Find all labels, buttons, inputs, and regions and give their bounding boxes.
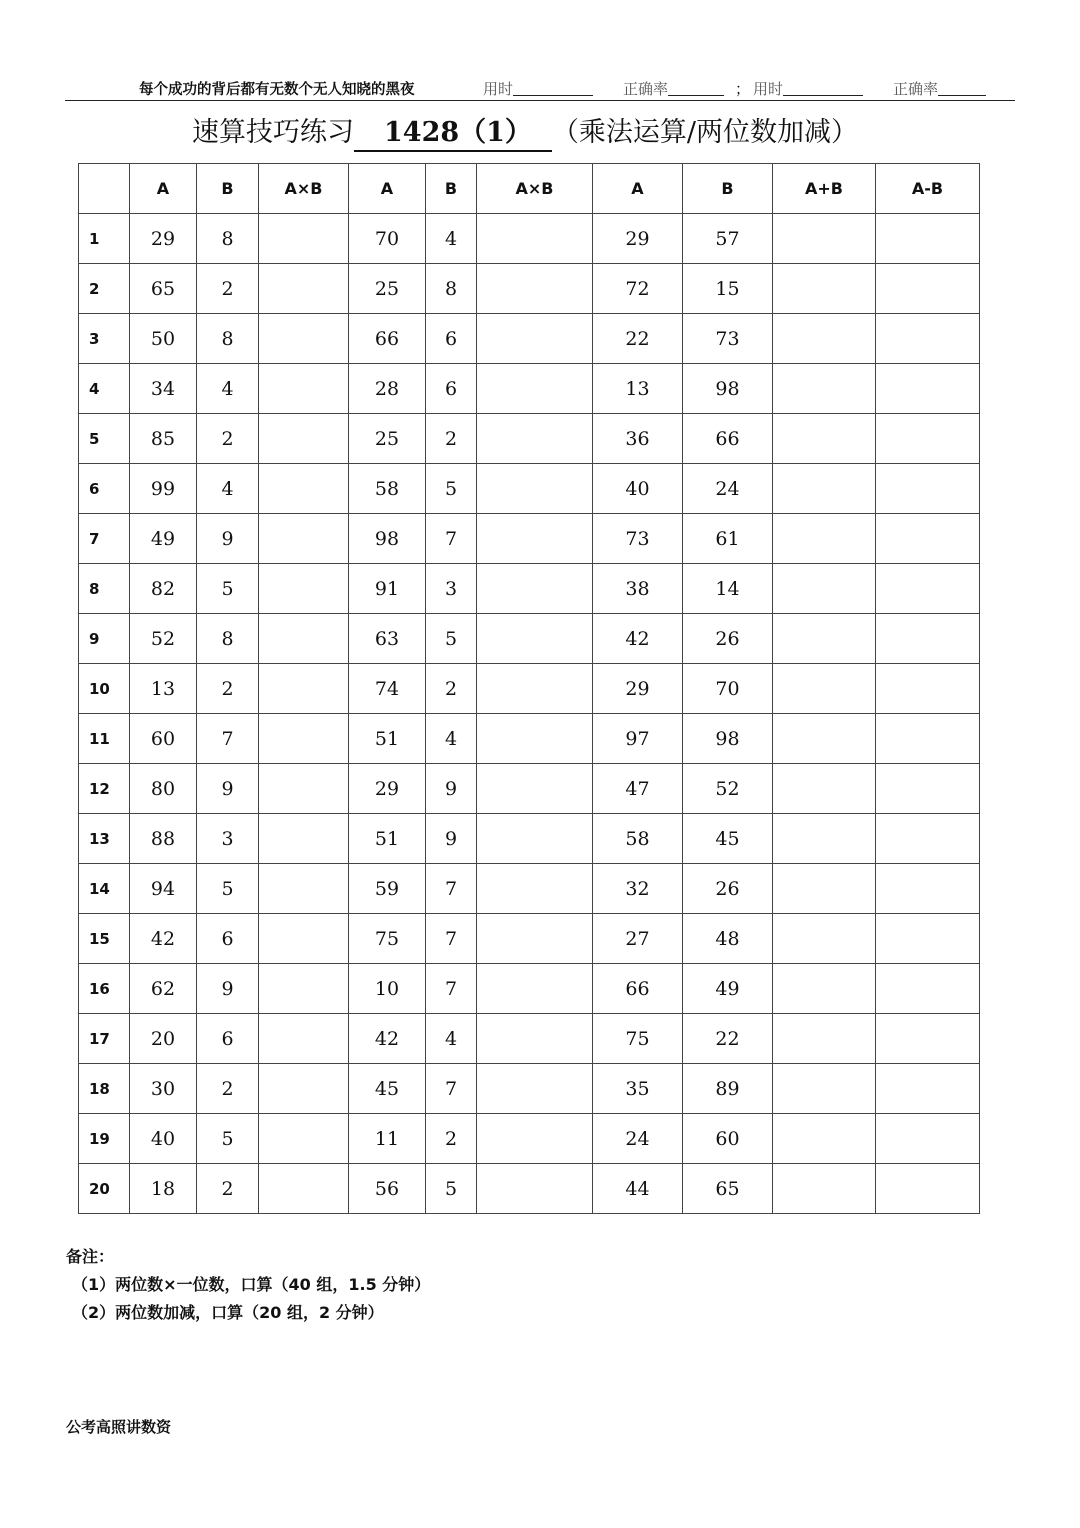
answer-product2[interactable] bbox=[477, 314, 593, 364]
cell-b2: 6 bbox=[426, 314, 477, 364]
row-index: 8 bbox=[79, 564, 130, 614]
cell-a3: 32 bbox=[593, 864, 683, 914]
answer-product2[interactable] bbox=[477, 1164, 593, 1214]
cell-a3: 44 bbox=[593, 1164, 683, 1214]
cell-a3: 38 bbox=[593, 564, 683, 614]
cell-a1: 80 bbox=[130, 764, 197, 814]
cell-a3: 58 bbox=[593, 814, 683, 864]
cell-b2: 7 bbox=[426, 964, 477, 1014]
answer-sum[interactable] bbox=[773, 464, 876, 514]
cell-b2: 2 bbox=[426, 414, 477, 464]
cell-b2: 9 bbox=[426, 814, 477, 864]
cell-a1: 52 bbox=[130, 614, 197, 664]
answer-product2[interactable] bbox=[477, 864, 593, 914]
cell-a1: 50 bbox=[130, 314, 197, 364]
answer-difference[interactable] bbox=[876, 764, 980, 814]
table-row bbox=[79, 1064, 980, 1114]
row-index: 5 bbox=[79, 414, 130, 464]
table-row bbox=[79, 864, 980, 914]
answer-product2[interactable] bbox=[477, 264, 593, 314]
answer-product1[interactable] bbox=[259, 614, 349, 664]
header-product2: A×B bbox=[477, 164, 593, 214]
cell-b1: 4 bbox=[197, 464, 259, 514]
cell-b2: 5 bbox=[426, 464, 477, 514]
cell-b2: 3 bbox=[426, 564, 477, 614]
accuracy-label-1: 正确率 bbox=[623, 80, 669, 98]
answer-sum[interactable] bbox=[773, 964, 876, 1014]
answer-difference[interactable] bbox=[876, 864, 980, 914]
cell-b2: 2 bbox=[426, 664, 477, 714]
cell-b1: 7 bbox=[197, 714, 259, 764]
cell-a2: 66 bbox=[349, 314, 426, 364]
cell-a3: 72 bbox=[593, 264, 683, 314]
accuracy-label-2: 正确率 bbox=[893, 80, 939, 98]
cell-a3: 29 bbox=[593, 214, 683, 264]
accuracy-field-2 bbox=[893, 78, 986, 99]
cell-b1: 5 bbox=[197, 864, 259, 914]
cell-b2: 4 bbox=[426, 714, 477, 764]
cell-b1: 8 bbox=[197, 614, 259, 664]
cell-a1: 60 bbox=[130, 714, 197, 764]
cell-b2: 4 bbox=[426, 214, 477, 264]
cell-a2: 91 bbox=[349, 564, 426, 614]
answer-product2[interactable] bbox=[477, 814, 593, 864]
practice-table bbox=[78, 163, 980, 1214]
notes bbox=[66, 1243, 430, 1327]
answer-difference[interactable] bbox=[876, 414, 980, 464]
answer-difference[interactable] bbox=[876, 714, 980, 764]
row-index: 19 bbox=[79, 1114, 130, 1164]
notes-heading: 备注： bbox=[66, 1247, 115, 1266]
answer-difference[interactable] bbox=[876, 614, 980, 664]
answer-product1[interactable] bbox=[259, 564, 349, 614]
row-index: 17 bbox=[79, 1014, 130, 1064]
cell-b3: 15 bbox=[683, 264, 773, 314]
cell-a3: 75 bbox=[593, 1014, 683, 1064]
cell-a1: 20 bbox=[130, 1014, 197, 1064]
answer-product1[interactable] bbox=[259, 964, 349, 1014]
cell-b2: 7 bbox=[426, 864, 477, 914]
answer-difference[interactable] bbox=[876, 264, 980, 314]
table-row bbox=[79, 1114, 980, 1164]
cell-b2: 2 bbox=[426, 1114, 477, 1164]
table-row bbox=[79, 414, 980, 464]
cell-b3: 60 bbox=[683, 1114, 773, 1164]
cell-b3: 22 bbox=[683, 1014, 773, 1064]
row-index: 16 bbox=[79, 964, 130, 1014]
answer-product1[interactable] bbox=[259, 1114, 349, 1164]
accuracy-field-1 bbox=[623, 78, 724, 99]
answer-product2[interactable] bbox=[477, 564, 593, 614]
answer-product1[interactable] bbox=[259, 514, 349, 564]
header-b2: B bbox=[426, 164, 477, 214]
cell-a1: 62 bbox=[130, 964, 197, 1014]
header-sum: A+B bbox=[773, 164, 876, 214]
answer-product2[interactable] bbox=[477, 464, 593, 514]
cell-a3: 22 bbox=[593, 314, 683, 364]
cell-a3: 42 bbox=[593, 614, 683, 664]
answer-product2[interactable] bbox=[477, 764, 593, 814]
cell-b3: 45 bbox=[683, 814, 773, 864]
answer-difference[interactable] bbox=[876, 364, 980, 414]
cell-a2: 10 bbox=[349, 964, 426, 1014]
row-index: 4 bbox=[79, 364, 130, 414]
answer-product2[interactable] bbox=[477, 1114, 593, 1164]
cell-b2: 4 bbox=[426, 1014, 477, 1064]
answer-product1[interactable] bbox=[259, 864, 349, 914]
row-index: 13 bbox=[79, 814, 130, 864]
page-title bbox=[192, 110, 858, 152]
answer-product1[interactable] bbox=[259, 714, 349, 764]
cell-a1: 42 bbox=[130, 914, 197, 964]
answer-difference[interactable] bbox=[876, 314, 980, 364]
row-index: 15 bbox=[79, 914, 130, 964]
cell-b2: 6 bbox=[426, 364, 477, 414]
answer-sum[interactable] bbox=[773, 1114, 876, 1164]
answer-product1[interactable] bbox=[259, 464, 349, 514]
cell-b3: 52 bbox=[683, 764, 773, 814]
cell-b3: 65 bbox=[683, 1164, 773, 1214]
table-row bbox=[79, 914, 980, 964]
answer-product1[interactable] bbox=[259, 414, 349, 464]
header-row bbox=[79, 164, 980, 214]
cell-b3: 66 bbox=[683, 414, 773, 464]
answer-sum[interactable] bbox=[773, 914, 876, 964]
cell-a1: 65 bbox=[130, 264, 197, 314]
cell-a1: 18 bbox=[130, 1164, 197, 1214]
cell-b3: 98 bbox=[683, 364, 773, 414]
answer-product2[interactable] bbox=[477, 414, 593, 464]
answer-product2[interactable] bbox=[477, 914, 593, 964]
answer-product2[interactable] bbox=[477, 714, 593, 764]
cell-b3: 24 bbox=[683, 464, 773, 514]
header-b3: B bbox=[683, 164, 773, 214]
answer-product1[interactable] bbox=[259, 314, 349, 364]
answer-product2[interactable] bbox=[477, 514, 593, 564]
answer-sum[interactable] bbox=[773, 614, 876, 664]
answer-product1[interactable] bbox=[259, 364, 349, 414]
answer-sum[interactable] bbox=[773, 1164, 876, 1214]
answer-difference[interactable] bbox=[876, 214, 980, 264]
cell-a1: 94 bbox=[130, 864, 197, 914]
footer-source: 公考高照讲数资 bbox=[66, 1418, 172, 1436]
cell-a3: 47 bbox=[593, 764, 683, 814]
cell-a1: 88 bbox=[130, 814, 197, 864]
cell-a2: 42 bbox=[349, 1014, 426, 1064]
cell-b3: 26 bbox=[683, 614, 773, 664]
cell-b3: 70 bbox=[683, 664, 773, 714]
cell-a2: 51 bbox=[349, 814, 426, 864]
answer-difference[interactable] bbox=[876, 814, 980, 864]
answer-sum[interactable] bbox=[773, 414, 876, 464]
accuracy-blank-2[interactable] bbox=[938, 81, 986, 96]
answer-product1[interactable] bbox=[259, 664, 349, 714]
cell-a2: 75 bbox=[349, 914, 426, 964]
answer-product1[interactable] bbox=[259, 264, 349, 314]
cell-b3: 61 bbox=[683, 514, 773, 564]
cell-a1: 85 bbox=[130, 414, 197, 464]
answer-sum[interactable] bbox=[773, 564, 876, 614]
cell-b3: 98 bbox=[683, 714, 773, 764]
page-header bbox=[65, 74, 1015, 101]
time-field-1 bbox=[483, 78, 593, 99]
cell-a3: 97 bbox=[593, 714, 683, 764]
cell-b3: 73 bbox=[683, 314, 773, 364]
cell-a2: 70 bbox=[349, 214, 426, 264]
answer-product1[interactable] bbox=[259, 914, 349, 964]
answer-sum[interactable] bbox=[773, 214, 876, 264]
cell-b1: 9 bbox=[197, 514, 259, 564]
cell-a2: 45 bbox=[349, 1064, 426, 1114]
header-a3: A bbox=[593, 164, 683, 214]
cell-b1: 2 bbox=[197, 414, 259, 464]
row-index: 12 bbox=[79, 764, 130, 814]
cell-a2: 51 bbox=[349, 714, 426, 764]
cell-a2: 98 bbox=[349, 514, 426, 564]
answer-sum[interactable] bbox=[773, 514, 876, 564]
row-index: 1 bbox=[79, 214, 130, 264]
answer-difference[interactable] bbox=[876, 1164, 980, 1214]
cell-b2: 9 bbox=[426, 764, 477, 814]
cell-a1: 13 bbox=[130, 664, 197, 714]
table-row bbox=[79, 814, 980, 864]
answer-product2[interactable] bbox=[477, 664, 593, 714]
cell-a2: 58 bbox=[349, 464, 426, 514]
answer-sum[interactable] bbox=[773, 764, 876, 814]
accuracy-blank-1[interactable] bbox=[668, 81, 724, 96]
row-index: 9 bbox=[79, 614, 130, 664]
cell-b1: 5 bbox=[197, 1114, 259, 1164]
row-index: 20 bbox=[79, 1164, 130, 1214]
cell-a1: 49 bbox=[130, 514, 197, 564]
answer-product1[interactable] bbox=[259, 814, 349, 864]
cell-a1: 30 bbox=[130, 1064, 197, 1114]
answer-product1[interactable] bbox=[259, 1014, 349, 1064]
answer-product2[interactable] bbox=[477, 1064, 593, 1114]
cell-a3: 35 bbox=[593, 1064, 683, 1114]
answer-sum[interactable] bbox=[773, 314, 876, 364]
table-row bbox=[79, 214, 980, 264]
cell-a1: 99 bbox=[130, 464, 197, 514]
answer-sum[interactable] bbox=[773, 864, 876, 914]
answer-difference[interactable] bbox=[876, 514, 980, 564]
cell-b3: 89 bbox=[683, 1064, 773, 1114]
table-row bbox=[79, 764, 980, 814]
answer-product1[interactable] bbox=[259, 764, 349, 814]
table-row bbox=[79, 514, 980, 564]
answer-product2[interactable] bbox=[477, 214, 593, 264]
note-item-1: （1）两位数×一位数，口算（40 组，1.5 分钟） bbox=[72, 1275, 431, 1294]
table-row bbox=[79, 1164, 980, 1214]
answer-difference[interactable] bbox=[876, 564, 980, 614]
cell-b3: 14 bbox=[683, 564, 773, 614]
header-b1: B bbox=[197, 164, 259, 214]
cell-a3: 27 bbox=[593, 914, 683, 964]
answer-difference[interactable] bbox=[876, 1114, 980, 1164]
time-label-2: 用时 bbox=[753, 80, 784, 98]
row-index: 7 bbox=[79, 514, 130, 564]
answer-sum[interactable] bbox=[773, 264, 876, 314]
cell-a2: 25 bbox=[349, 414, 426, 464]
cell-a2: 28 bbox=[349, 364, 426, 414]
answer-difference[interactable] bbox=[876, 964, 980, 1014]
time-label-1: 用时 bbox=[483, 80, 514, 98]
answer-sum[interactable] bbox=[773, 1064, 876, 1114]
cell-b1: 8 bbox=[197, 214, 259, 264]
header-a2: A bbox=[349, 164, 426, 214]
cell-b1: 2 bbox=[197, 1064, 259, 1114]
cell-b1: 6 bbox=[197, 914, 259, 964]
time-field-2 bbox=[753, 78, 863, 99]
cell-a2: 74 bbox=[349, 664, 426, 714]
cell-a3: 13 bbox=[593, 364, 683, 414]
table-row bbox=[79, 964, 980, 1014]
answer-difference[interactable] bbox=[876, 464, 980, 514]
table-row bbox=[79, 714, 980, 764]
cell-a3: 40 bbox=[593, 464, 683, 514]
answer-sum[interactable] bbox=[773, 714, 876, 764]
cell-b2: 5 bbox=[426, 614, 477, 664]
cell-a2: 29 bbox=[349, 764, 426, 814]
cell-a1: 29 bbox=[130, 214, 197, 264]
table-row bbox=[79, 264, 980, 314]
cell-a2: 63 bbox=[349, 614, 426, 664]
table-row bbox=[79, 314, 980, 364]
time-blank-2[interactable] bbox=[783, 81, 863, 96]
separator: ； bbox=[735, 80, 751, 98]
cell-a2: 59 bbox=[349, 864, 426, 914]
cell-b2: 8 bbox=[426, 264, 477, 314]
cell-b1: 5 bbox=[197, 564, 259, 614]
table-row bbox=[79, 564, 980, 614]
motto-text: 每个成功的背后都有无数个无人知晓的黑夜 bbox=[139, 82, 415, 98]
cell-a2: 56 bbox=[349, 1164, 426, 1214]
title-number: 1428（1） bbox=[354, 110, 552, 152]
answer-sum[interactable] bbox=[773, 814, 876, 864]
answer-difference[interactable] bbox=[876, 914, 980, 964]
cell-a1: 34 bbox=[130, 364, 197, 414]
cell-a1: 40 bbox=[130, 1114, 197, 1164]
cell-a2: 11 bbox=[349, 1114, 426, 1164]
answer-sum[interactable] bbox=[773, 1014, 876, 1064]
cell-b1: 8 bbox=[197, 314, 259, 364]
cell-b1: 4 bbox=[197, 364, 259, 414]
table-row bbox=[79, 364, 980, 414]
answer-product2[interactable] bbox=[477, 1014, 593, 1064]
cell-b1: 9 bbox=[197, 964, 259, 1014]
row-index: 11 bbox=[79, 714, 130, 764]
cell-b1: 9 bbox=[197, 764, 259, 814]
cell-a2: 25 bbox=[349, 264, 426, 314]
cell-a3: 66 bbox=[593, 964, 683, 1014]
title-suffix: （乘法运算/两位数加减） bbox=[551, 117, 859, 148]
cell-a3: 73 bbox=[593, 514, 683, 564]
table-row bbox=[79, 664, 980, 714]
cell-a3: 24 bbox=[593, 1114, 683, 1164]
answer-product2[interactable] bbox=[477, 614, 593, 664]
cell-b1: 2 bbox=[197, 264, 259, 314]
cell-b2: 7 bbox=[426, 914, 477, 964]
answer-sum[interactable] bbox=[773, 364, 876, 414]
cell-b1: 2 bbox=[197, 1164, 259, 1214]
header-a1: A bbox=[130, 164, 197, 214]
title-prefix: 速算技巧练习 bbox=[192, 117, 354, 148]
row-index: 6 bbox=[79, 464, 130, 514]
answer-difference[interactable] bbox=[876, 1064, 980, 1114]
header-difference: A-B bbox=[876, 164, 980, 214]
row-index: 3 bbox=[79, 314, 130, 364]
answer-product1[interactable] bbox=[259, 214, 349, 264]
table-row bbox=[79, 614, 980, 664]
cell-b3: 48 bbox=[683, 914, 773, 964]
cell-a1: 82 bbox=[130, 564, 197, 614]
answer-product2[interactable] bbox=[477, 964, 593, 1014]
cell-b1: 2 bbox=[197, 664, 259, 714]
cell-b3: 26 bbox=[683, 864, 773, 914]
cell-a3: 29 bbox=[593, 664, 683, 714]
cell-b3: 49 bbox=[683, 964, 773, 1014]
answer-product1[interactable] bbox=[259, 1164, 349, 1214]
row-index: 18 bbox=[79, 1064, 130, 1114]
answer-product2[interactable] bbox=[477, 364, 593, 414]
cell-b3: 57 bbox=[683, 214, 773, 264]
cell-a3: 36 bbox=[593, 414, 683, 464]
table-row bbox=[79, 1014, 980, 1064]
cell-b1: 6 bbox=[197, 1014, 259, 1064]
row-index: 14 bbox=[79, 864, 130, 914]
note-item-2: （2）两位数加减，口算（20 组，2 分钟） bbox=[72, 1303, 384, 1322]
answer-product1[interactable] bbox=[259, 1064, 349, 1114]
answer-difference[interactable] bbox=[876, 664, 980, 714]
cell-b1: 3 bbox=[197, 814, 259, 864]
time-blank-1[interactable] bbox=[513, 81, 593, 96]
cell-b2: 7 bbox=[426, 1064, 477, 1114]
cell-b2: 7 bbox=[426, 514, 477, 564]
cell-b2: 5 bbox=[426, 1164, 477, 1214]
table-row bbox=[79, 464, 980, 514]
header-index bbox=[79, 164, 130, 214]
row-index: 10 bbox=[79, 664, 130, 714]
answer-sum[interactable] bbox=[773, 664, 876, 714]
header-product1: A×B bbox=[259, 164, 349, 214]
row-index: 2 bbox=[79, 264, 130, 314]
answer-difference[interactable] bbox=[876, 1014, 980, 1064]
